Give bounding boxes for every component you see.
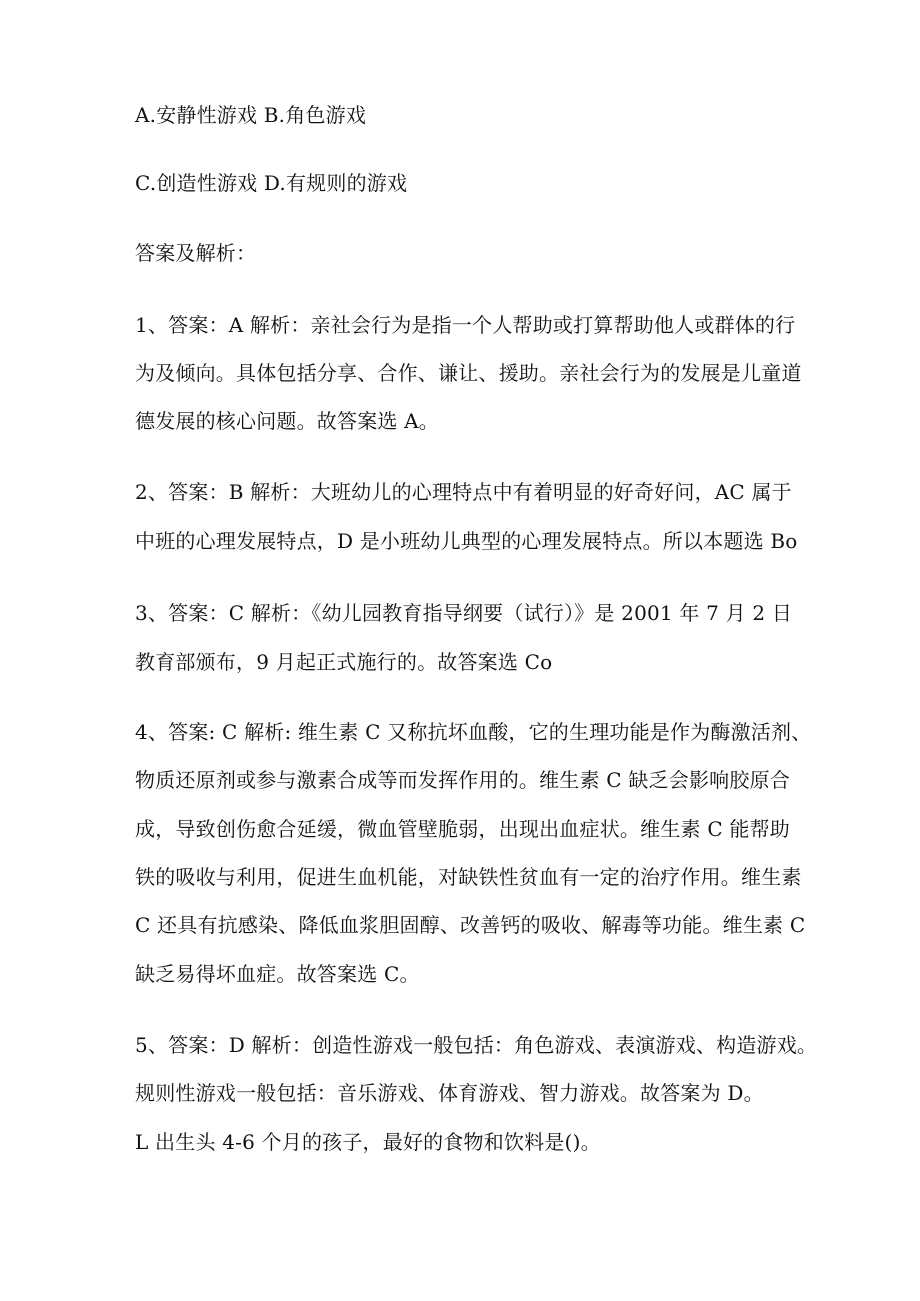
answer-4-line-6: 缺乏易得坏血症。故答案选 C。 <box>135 962 420 986</box>
answer-4-line-1: 4、答案: C 解析: 维生素 C 又称抗坏血酸，它的生理功能是作为酶激活剂、 <box>135 720 812 744</box>
answer-3-line-2: 教育部颁布，9 月起正式施行的。故答案选 Co <box>135 650 553 674</box>
answer-3-line-1: 3、答案：C 解析：《幼儿园教育指导纲要（试行）》是 2001 年 7 月 2 日 <box>135 601 793 625</box>
answer-5-line-2: 规则性游戏一般包括：音乐游戏、体育游戏、智力游戏。故答案为 D。 <box>135 1081 764 1105</box>
answer-4-line-2: 物质还原剂或参与激素合成等而发挥作用的。维生素 C 缺乏会影响胶原合 <box>135 768 790 792</box>
answer-2-line-1: 2、答案：B 解析：大班幼儿的心理特点中有着明显的好奇好问，AC 属于 <box>135 480 792 504</box>
options-line-1: A.安静性游戏 B.角色游戏 <box>135 103 367 127</box>
answer-4-line-3: 成，导致创伤愈合延缓，微血管壁脆弱，出现出血症状。维生素 C 能帮助 <box>135 817 790 841</box>
answer-4-line-4: 铁的吸收与利用，促进生血机能，对缺铁性贫血有一定的治疗作用。维生素 <box>135 865 802 889</box>
next-question-text: L 出生头 4-6 个月的孩子，最好的食物和饮料是()。 <box>135 1130 601 1154</box>
answers-heading: 答案及解析： <box>135 241 257 265</box>
answer-5-line-1: 5、答案：D 解析：创造性游戏一般包括：角色游戏、表演游戏、构造游戏。 <box>135 1033 818 1057</box>
answer-1-line-1: 1、答案：A 解析：亲社会行为是指一个人帮助或打算帮助他人或群体的行 <box>135 313 796 337</box>
answer-1-line-3: 德发展的核心问题。故答案选 A。 <box>135 409 440 433</box>
answer-2-line-2: 中班的心理发展特点，D 是小班幼儿典型的心理发展特点。所以本题选 Bo <box>135 529 798 553</box>
answer-1-line-2: 为及倾向。具体包括分享、合作、谦让、援助。亲社会行为的发展是儿童道 <box>135 361 802 385</box>
answer-4-line-5: C 还具有抗感染、降低血浆胆固醇、改善钙的吸收、解毒等功能。维生素 C <box>135 913 806 937</box>
options-line-2: C.创造性游戏 D.有规则的游戏 <box>135 171 408 195</box>
